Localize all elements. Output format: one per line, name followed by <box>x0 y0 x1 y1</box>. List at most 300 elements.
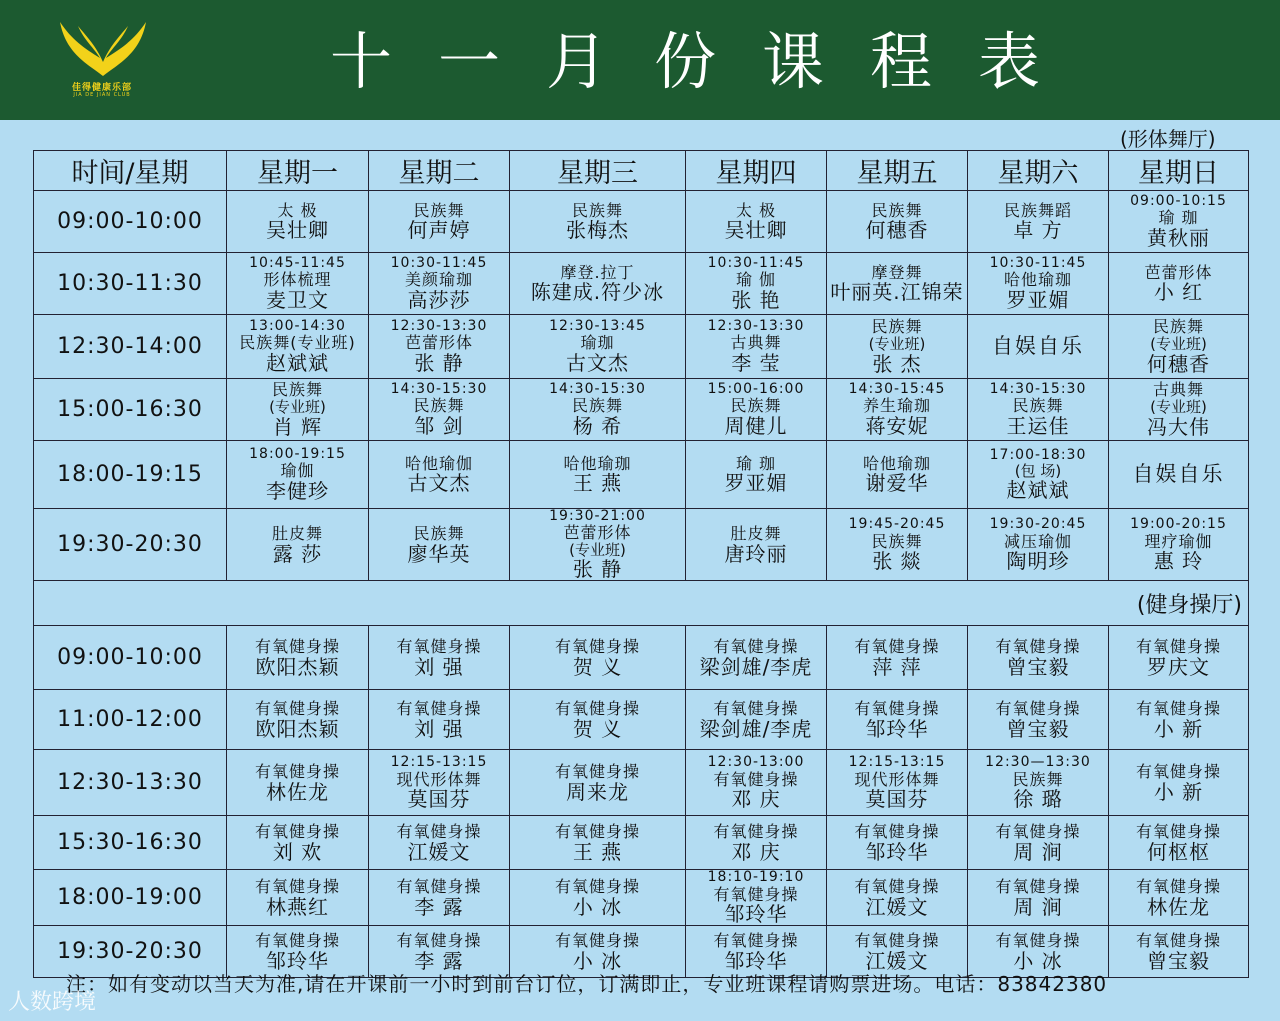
class-name: 芭蕾形体 <box>404 333 473 353</box>
class-note: (专业班) <box>1150 335 1207 354</box>
class-cell <box>510 750 686 816</box>
class-cell <box>827 750 968 816</box>
schedule-row <box>34 441 1249 509</box>
schedule-table <box>33 150 1249 978</box>
hall2-divider-row <box>34 581 1249 626</box>
class-cell <box>686 509 827 581</box>
class-name: 民族舞 <box>1012 396 1064 416</box>
class-cell <box>1109 816 1249 870</box>
instructor-name: 曾宝毅 <box>1006 716 1070 741</box>
time-slot: 18:00-19:15 <box>34 441 227 509</box>
instructor-name: 邹玲华 <box>865 716 929 741</box>
instructor-name: 欧阳杰颖 <box>255 716 340 741</box>
class-name: 有氧健身操 <box>854 822 940 842</box>
instructor-name: 曾宝毅 <box>1006 654 1070 679</box>
class-cell <box>227 509 369 581</box>
instructor-name: 江媛文 <box>865 948 929 973</box>
class-cell <box>227 441 369 509</box>
hall1-label: (形体舞厅) <box>1120 127 1216 151</box>
class-cell <box>968 191 1109 253</box>
page-title: 十一月份课程表 <box>330 25 1087 98</box>
class-name: 摩登.拉丁 <box>560 262 635 282</box>
class-cell <box>369 441 510 509</box>
class-name: 有氧健身操 <box>396 877 482 897</box>
class-time: 19:30-21:00 <box>549 508 646 524</box>
hall2-label: (健身操厅) <box>1136 592 1242 618</box>
schedule-row <box>34 750 1249 816</box>
instructor-name: 李 莹 <box>731 350 781 375</box>
class-cell <box>686 870 827 926</box>
instructor-name: 萍 萍 <box>872 654 922 679</box>
instructor-name: 李健珍 <box>266 478 329 503</box>
class-name: 民族舞 <box>871 200 923 220</box>
instructor-name: 邹玲华 <box>724 902 788 926</box>
class-note: (包 场) <box>1014 461 1062 480</box>
class-name: 有氧健身操 <box>254 637 340 657</box>
class-cell <box>369 315 510 379</box>
instructor-name: 邹玲华 <box>865 839 929 864</box>
class-time: 18:00-19:15 <box>249 446 346 462</box>
class-name: 有氧健身操 <box>254 822 340 842</box>
class-cell <box>227 750 369 816</box>
class-name: 理疗瑜伽 <box>1144 531 1213 551</box>
class-time: 13:00-14:30 <box>249 318 346 334</box>
class-note: (专业班) <box>1150 398 1207 417</box>
class-name: 民族舞 <box>571 200 623 220</box>
class-name: 肚皮舞 <box>730 523 782 543</box>
class-cell <box>1109 870 1249 926</box>
class-name: 芭蕾形体 <box>1144 262 1213 282</box>
class-time: 10:30-11:45 <box>707 255 805 271</box>
class-cell <box>369 253 510 315</box>
class-name: 有氧健身操 <box>254 877 340 897</box>
instructor-name: 邓 庆 <box>731 839 781 864</box>
class-name: 有氧健身操 <box>713 931 799 951</box>
instructor-name: 张 静 <box>414 350 464 375</box>
instructor-name: 曾宝毅 <box>1147 948 1210 973</box>
class-cell <box>510 315 686 379</box>
class-name: 有氧健身操 <box>713 884 799 904</box>
class-name: 民族舞 <box>571 396 623 416</box>
class-name: 有氧健身操 <box>995 877 1081 897</box>
class-cell <box>227 315 369 379</box>
class-time: 12:30-13:00 <box>707 754 805 771</box>
schedule-row <box>34 690 1249 750</box>
class-cell <box>227 816 369 870</box>
day-header: 星期三 <box>510 151 686 191</box>
instructor-name: 周 涧 <box>1013 839 1063 864</box>
class-cell <box>686 750 827 816</box>
class-cell <box>1109 509 1249 581</box>
instructor-name: 小 新 <box>1153 716 1204 741</box>
class-cell <box>227 626 369 690</box>
class-time: 19:00-20:15 <box>1130 516 1227 533</box>
instructor-name: 卓 方 <box>1013 218 1063 243</box>
class-time: 14:30-15:45 <box>848 381 946 397</box>
time-day-header: 时间/星期 <box>34 151 227 191</box>
instructor-name: 徐 璐 <box>1013 787 1063 812</box>
instructor-name: 麦卫文 <box>266 287 329 312</box>
class-time: 18:10-19:10 <box>707 869 805 886</box>
instructor-name: 高莎莎 <box>407 287 471 312</box>
time-slot: 19:30-20:30 <box>34 509 227 581</box>
class-name: 有氧健身操 <box>1135 699 1221 719</box>
instructor-name: 林佐龙 <box>1147 894 1210 919</box>
instructor-name: 贺 义 <box>572 654 623 679</box>
instructor-name: 罗庆文 <box>1147 654 1210 679</box>
instructor-name: 梁剑雄/李虎 <box>699 654 813 679</box>
class-cell <box>686 253 827 315</box>
class-cell <box>968 870 1109 926</box>
instructor-name: 李 露 <box>414 948 464 973</box>
class-name: 有氧健身操 <box>995 699 1081 719</box>
instructor-name: 莫国芬 <box>865 787 929 812</box>
instructor-name: 张 杰 <box>872 351 922 376</box>
time-slot: 15:30-16:30 <box>34 816 227 870</box>
instructor-name: 林燕红 <box>266 894 329 919</box>
class-cell <box>827 870 968 926</box>
instructor-name: 黄秋丽 <box>1147 225 1210 250</box>
instructor-name: 惠 玲 <box>1153 549 1204 574</box>
class-name: 有氧健身操 <box>854 699 940 719</box>
schedule-row <box>34 191 1249 253</box>
day-header-row <box>34 151 1249 191</box>
instructor-name: 欧阳杰颖 <box>255 654 340 679</box>
class-cell <box>510 870 686 926</box>
day-header: 星期六 <box>968 151 1109 191</box>
class-name: 民族舞 <box>413 396 465 416</box>
class-cell <box>827 690 968 750</box>
instructor-name: 叶丽英.江锦荣 <box>830 280 964 305</box>
class-name: 太 极 <box>735 200 777 220</box>
instructor-name: 何穗香 <box>1147 351 1210 376</box>
class-cell <box>1109 441 1249 509</box>
class-name: 有氧健身操 <box>995 931 1081 951</box>
class-name: 民族舞蹈 <box>1003 200 1072 220</box>
class-time: 12:30-13:45 <box>549 318 646 334</box>
class-name: 有氧健身操 <box>554 822 640 842</box>
class-cell <box>827 191 968 253</box>
instructor-name: 罗亚媚 <box>1006 287 1070 312</box>
class-cell <box>1109 315 1249 379</box>
time-slot: 11:00-12:00 <box>34 690 227 750</box>
instructor-name: 赵斌斌 <box>266 350 329 375</box>
class-name: 摩登舞 <box>871 262 923 282</box>
schedule-row <box>34 379 1249 441</box>
instructor-name: 贺 义 <box>572 716 623 741</box>
class-cell <box>369 379 510 441</box>
class-name: 有氧健身操 <box>713 637 799 657</box>
instructor-name: 刘 欢 <box>272 839 323 864</box>
class-time: 12:30-13:30 <box>390 318 488 334</box>
class-name: 有氧健身操 <box>713 769 799 789</box>
class-name: 哈他瑜珈 <box>862 453 931 473</box>
class-cell <box>968 379 1109 441</box>
time-slot: 09:00-10:00 <box>34 191 227 253</box>
instructor-name: 刘 强 <box>414 716 464 741</box>
class-cell <box>968 750 1109 816</box>
class-name: 瑜珈 <box>580 333 615 353</box>
class-name: 瑜 珈 <box>1158 208 1199 228</box>
class-name: 民族舞 <box>413 200 465 220</box>
instructor-name: 廖华英 <box>407 541 471 566</box>
instructor-name: 肖 辉 <box>272 414 323 439</box>
class-time: 12:15-13:15 <box>848 754 946 771</box>
class-name: 有氧健身操 <box>713 822 799 842</box>
class-time: 14:30-15:30 <box>549 381 646 397</box>
time-slot: 18:00-19:00 <box>34 870 227 926</box>
instructor-name: 邹 剑 <box>414 413 464 438</box>
instructor-name: 古文杰 <box>566 350 629 375</box>
class-cell <box>968 441 1109 509</box>
class-name: 有氧健身操 <box>713 699 799 719</box>
class-cell <box>369 690 510 750</box>
instructor-name: 周健儿 <box>724 413 788 438</box>
class-name: 有氧健身操 <box>396 931 482 951</box>
class-cell <box>510 379 686 441</box>
instructor-name: 古文杰 <box>407 471 471 496</box>
instructor-name: 吴壮卿 <box>724 218 788 243</box>
class-time: 17:00-18:30 <box>989 446 1087 463</box>
class-name: 民族舞 <box>1152 317 1204 337</box>
class-name: 民族舞 <box>413 523 465 543</box>
class-cell <box>686 315 827 379</box>
instructor-name: 陈建成.符少冰 <box>530 280 665 305</box>
instructor-name: 江媛文 <box>407 839 471 864</box>
instructor-name: 张 燚 <box>872 549 922 574</box>
schedule-row <box>34 253 1249 315</box>
class-name: 古典舞 <box>730 333 782 353</box>
class-note: (专业班) <box>868 335 926 354</box>
instructor-name: 林佐龙 <box>266 779 329 804</box>
class-name: 形体梳理 <box>263 270 332 290</box>
time-slot: 09:00-10:00 <box>34 626 227 690</box>
class-name: 现代形体舞 <box>854 769 940 789</box>
class-time: 12:30-13:30 <box>707 318 805 334</box>
class-name: 有氧健身操 <box>554 877 640 897</box>
class-cell <box>1109 626 1249 690</box>
instructor-name: 莫国芬 <box>407 787 471 812</box>
instructor-name: 罗亚媚 <box>724 471 788 496</box>
class-cell <box>1109 926 1249 978</box>
class-name: 民族舞 <box>1012 769 1064 789</box>
class-name: 民族舞 <box>730 396 782 416</box>
class-cell <box>510 191 686 253</box>
instructor-name: 刘 强 <box>414 654 464 679</box>
class-name: 有氧健身操 <box>554 762 640 782</box>
class-name: 有氧健身操 <box>396 637 482 657</box>
class-time: 14:30-15:30 <box>390 381 488 397</box>
class-cell <box>827 509 968 581</box>
logo-text: 佳得健康乐部 <box>71 83 132 93</box>
class-cell <box>369 191 510 253</box>
class-name: 哈他瑜珈 <box>563 453 632 473</box>
class-cell <box>510 441 686 509</box>
day-header: 星期一 <box>227 151 369 191</box>
instructor-name: 小 冰 <box>572 894 623 919</box>
class-name: 有氧健身操 <box>254 931 340 951</box>
class-cell <box>227 870 369 926</box>
class-cell <box>827 816 968 870</box>
class-name: 哈他瑜珈 <box>1003 270 1072 290</box>
schedule-row <box>34 315 1249 379</box>
class-name: 肚皮舞 <box>271 523 323 543</box>
free-play-label: 自娱自乐 <box>1132 461 1225 486</box>
class-time: 19:45-20:45 <box>848 516 946 533</box>
class-cell <box>227 690 369 750</box>
class-name: 有氧健身操 <box>254 699 340 719</box>
instructor-name: 何穗香 <box>865 218 929 243</box>
class-cell <box>510 253 686 315</box>
schedule-row <box>34 870 1249 926</box>
class-name: 民族舞 <box>271 380 323 400</box>
class-name: 有氧健身操 <box>554 699 640 719</box>
time-slot: 15:00-16:30 <box>34 379 227 441</box>
day-header: 星期五 <box>827 151 968 191</box>
instructor-name: 冯大伟 <box>1147 414 1210 439</box>
class-name: 民族舞 <box>871 317 923 337</box>
instructor-name: 唐玲丽 <box>724 541 788 566</box>
class-time: 09:00-10:15 <box>1130 193 1227 209</box>
class-name: 有氧健身操 <box>995 637 1081 657</box>
class-cell <box>510 816 686 870</box>
class-cell <box>369 509 510 581</box>
class-cell <box>510 626 686 690</box>
class-name: 有氧健身操 <box>1135 877 1221 897</box>
class-cell <box>968 816 1109 870</box>
class-name: 古典舞 <box>1152 380 1204 400</box>
instructor-name: 蒋安妮 <box>865 413 929 438</box>
class-name: 瑜 珈 <box>735 453 777 473</box>
class-name: 有氧健身操 <box>1135 637 1221 657</box>
instructor-name: 小 红 <box>1153 280 1204 305</box>
class-name: 有氧健身操 <box>854 931 940 951</box>
instructor-name: 小 冰 <box>572 948 623 973</box>
class-time: 15:00-16:00 <box>707 381 805 397</box>
class-name: 民族舞 <box>871 531 923 551</box>
class-cell <box>968 315 1109 379</box>
instructor-name: 邹玲华 <box>724 948 788 973</box>
class-name: 有氧健身操 <box>554 931 640 951</box>
instructor-name: 邹玲华 <box>266 948 329 973</box>
instructor-name: 王 燕 <box>572 471 623 496</box>
instructor-name: 梁剑雄/李虎 <box>699 716 813 741</box>
instructor-name: 何枢枢 <box>1147 839 1210 864</box>
class-cell <box>968 253 1109 315</box>
footer-note: 注：如有变动以当天为准,请在开课前一小时到前台订位，订满即止，专业班课程请购票进场。电话：83842380 <box>66 972 1108 996</box>
class-time: 14:30-15:30 <box>989 381 1087 397</box>
class-name: 有氧健身操 <box>396 699 482 719</box>
class-cell <box>369 626 510 690</box>
instructor-name: 邓 庆 <box>731 787 781 812</box>
instructor-name: 谢爱华 <box>865 471 929 496</box>
class-cell <box>686 379 827 441</box>
schedule-row <box>34 509 1249 581</box>
class-cell <box>686 816 827 870</box>
class-name: 有氧健身操 <box>1135 822 1221 842</box>
time-slot: 19:30-20:30 <box>34 926 227 978</box>
instructor-name: 王 燕 <box>572 839 623 864</box>
logo-subtext: JIA DE JIAN CLUB <box>73 92 131 98</box>
class-name: 有氧健身操 <box>254 762 340 782</box>
schedule-row <box>34 626 1249 690</box>
class-name: 有氧健身操 <box>396 822 482 842</box>
class-name: 有氧健身操 <box>554 637 640 657</box>
class-name: 芭蕾形体 <box>563 523 632 543</box>
class-cell <box>1109 379 1249 441</box>
class-cell <box>968 509 1109 581</box>
class-cell <box>510 690 686 750</box>
instructor-name: 杨 希 <box>572 413 623 438</box>
class-cell <box>827 253 968 315</box>
instructor-name: 王运佳 <box>1006 413 1070 438</box>
class-cell <box>510 509 686 581</box>
class-name: 养生瑜珈 <box>862 396 931 416</box>
schedule-row <box>34 816 1249 870</box>
free-play-label: 自娱自乐 <box>992 333 1084 358</box>
class-cell <box>1109 191 1249 253</box>
header-banner <box>0 0 1280 120</box>
instructor-name: 周来龙 <box>566 779 629 804</box>
class-time: 10:45-11:45 <box>249 255 346 271</box>
class-name: 有氧健身操 <box>995 822 1081 842</box>
class-time: 10:30-11:45 <box>989 255 1087 271</box>
class-cell <box>227 191 369 253</box>
class-name: 民族舞(专业班) <box>239 333 356 353</box>
watermark: 人数跨境 <box>8 990 97 1015</box>
class-name: 美颜瑜珈 <box>404 270 473 290</box>
class-name: 太 极 <box>277 200 318 220</box>
time-slot: 10:30-11:30 <box>34 253 227 315</box>
class-name: 有氧健身操 <box>1135 762 1221 782</box>
class-cell <box>369 750 510 816</box>
class-name: 有氧健身操 <box>854 877 940 897</box>
instructor-name: 张梅杰 <box>566 218 629 243</box>
instructor-name: 小 新 <box>1153 779 1204 804</box>
instructor-name: 张 静 <box>572 557 623 581</box>
class-cell <box>827 626 968 690</box>
instructor-name: 小 冰 <box>1013 948 1063 973</box>
class-name: 有氧健身操 <box>1135 931 1221 951</box>
class-cell <box>1109 690 1249 750</box>
class-cell <box>827 315 968 379</box>
class-cell <box>1109 750 1249 816</box>
instructor-name: 陶明珍 <box>1006 549 1070 574</box>
class-cell <box>227 379 369 441</box>
hall1-schedule <box>34 191 1249 581</box>
class-cell <box>686 690 827 750</box>
class-time: 12:15-13:15 <box>390 754 488 771</box>
day-header: 星期日 <box>1109 151 1249 191</box>
class-name: 瑜伽 <box>280 461 315 481</box>
class-cell <box>686 626 827 690</box>
class-cell <box>1109 253 1249 315</box>
day-header: 星期四 <box>686 151 827 191</box>
instructor-name: 李 露 <box>414 894 464 919</box>
instructor-name: 张 艳 <box>731 287 781 312</box>
class-cell <box>686 441 827 509</box>
class-time: 19:30-20:45 <box>989 516 1087 533</box>
instructor-name: 江媛文 <box>865 894 929 919</box>
class-name: 减压瑜伽 <box>1003 531 1072 551</box>
class-name: 现代形体舞 <box>396 769 482 789</box>
class-cell <box>968 626 1109 690</box>
class-note: (专业班) <box>269 398 326 417</box>
class-cell <box>369 816 510 870</box>
instructor-name: 周 涧 <box>1013 894 1063 919</box>
instructor-name: 赵斌斌 <box>1006 478 1070 503</box>
instructor-name: 露 莎 <box>272 541 323 566</box>
